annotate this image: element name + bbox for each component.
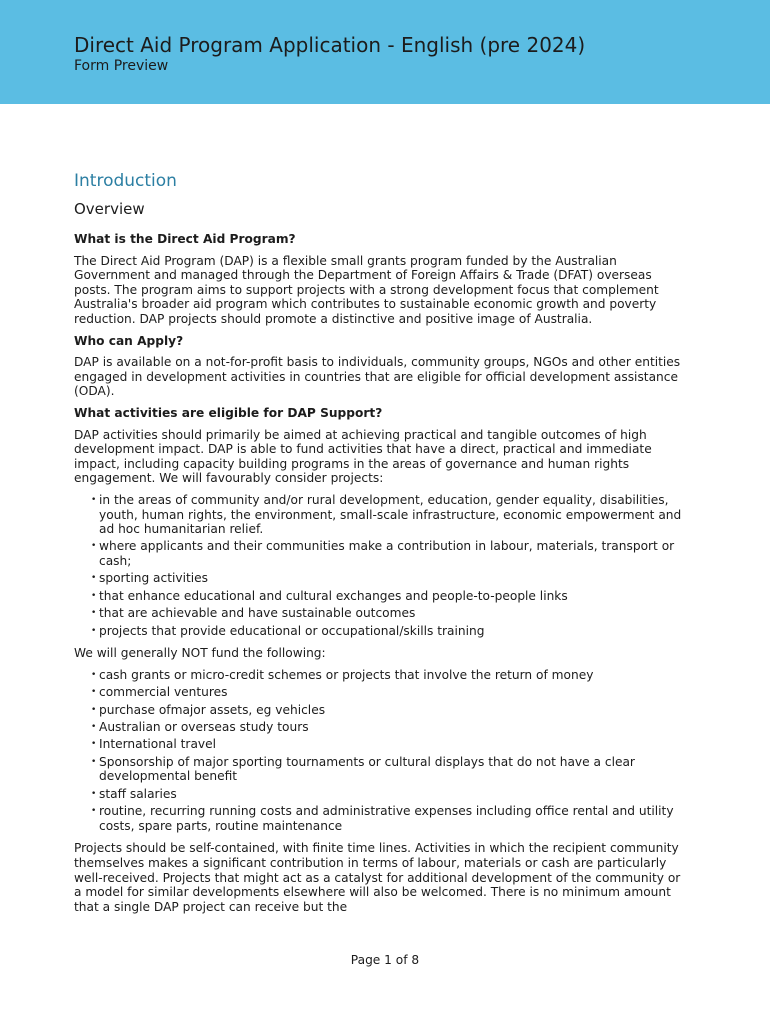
list-item-text: where applicants and their communities make a contribution in labour, materials, transport or cash; <box>99 539 675 569</box>
list-item <box>91 737 684 752</box>
list-item-text: Australian or overseas study tours <box>99 720 309 734</box>
bullet-icon: • <box>91 541 97 552</box>
form-subtitle: Form Preview <box>74 58 169 74</box>
paragraph-not-fund-intro: We will generally NOT fund the following: <box>74 646 326 661</box>
list-item <box>91 685 684 700</box>
bullet-icon: • <box>91 669 97 680</box>
form-title: Direct Aid Program Application - English (pre 2024) <box>74 33 586 57</box>
list-item-text: routine, recurring running costs and administrative expenses including office rental and utility costs, spare parts, routine maintenance <box>99 804 674 833</box>
page-number: Page 1 of 8 <box>350 953 420 967</box>
not-funded-list <box>74 668 684 834</box>
list-item-text: staff salaries <box>99 786 177 801</box>
paragraph-eligible-activities: DAP activities should primarily be aimed at achieving practical and tangible outcomes of high development impact. DAP is able to fund activities that have a direct, practical and immediate impact, including capacity building programs in the areas of governance and human rights engagement. We will favourably consider projects: <box>74 427 652 486</box>
bullet-icon: • <box>91 704 97 715</box>
list-item <box>91 668 684 683</box>
section-title: Introduction <box>74 171 177 191</box>
list-item <box>91 493 684 537</box>
list-item <box>91 720 684 735</box>
subsection-title: Overview <box>74 200 145 218</box>
list-item <box>91 571 684 586</box>
bullet-icon: • <box>91 788 97 799</box>
list-item <box>91 589 684 604</box>
question-heading-who-can-apply: Who can Apply? <box>74 333 184 348</box>
list-item <box>91 755 684 784</box>
list-item-text: cash grants or micro-credit schemes or projects that involve the return of money <box>99 667 594 682</box>
list-item-text: International travel <box>99 737 217 752</box>
bullet-icon: • <box>91 625 97 636</box>
bullet-icon: • <box>91 722 97 732</box>
form-content <box>74 170 684 921</box>
list-item <box>91 804 684 833</box>
bullet-icon: • <box>91 494 97 505</box>
bullet-icon: • <box>91 590 97 601</box>
list-item-text: Sponsorship of major sporting tournaments or cultural displays that do not have a clear developmental benefit <box>99 754 635 784</box>
list-item-text: in the areas of community and/or rural development, education, gender equality, disabilities, youth, human rights, the environment, small-scale infrastructure, economic empowerment and ad hoc humanitarian relief. <box>99 492 682 537</box>
paragraph-closing: Projects should be self-contained, with finite time lines. Activities in which the recipient community themselves makes a significant contribution in terms of labour, materials or cash are particularly well-received. Projects that might act as a catalyst for additional development of the community or a model for similar developments elsewhere will also be welcomed. There is no minimum amount that a single DAP project can receive but the <box>74 841 681 914</box>
list-item <box>91 606 684 621</box>
form-header <box>0 0 770 104</box>
list-item-text: that enhance educational and cultural exchanges and people-to-people links <box>99 588 568 603</box>
bullet-icon: • <box>91 573 97 584</box>
bullet-icon: • <box>91 756 97 767</box>
question-heading-eligible-activities: What activities are eligible for DAP Support? <box>74 405 383 420</box>
bullet-icon: • <box>91 739 97 750</box>
paragraph-what-is-dap: The Direct Aid Program (DAP) is a flexible small grants program funded by the Australian Government and managed through the Department of Foreign Affairs & Trade (DFAT) overseas posts. The program aims to support projects with a strong development focus that complement Australia's broader aid program which contributes to sustainable economic growth and poverty reduction. DAP projects should promote a distinctive and positive image of Australia. <box>74 253 659 326</box>
list-item <box>91 703 684 718</box>
bullet-icon: • <box>91 687 97 698</box>
bullet-icon: • <box>91 806 97 817</box>
paragraph-who-can-apply: DAP is available on a not-for-profit basis to individuals, community groups, NGOs and other entities engaged in development activities in countries that are eligible for official development assistance (ODA). <box>74 355 681 399</box>
question-heading-what-is-dap: What is the Direct Aid Program? <box>74 232 296 246</box>
eligible-projects-list <box>74 493 684 638</box>
list-item <box>91 787 684 802</box>
list-item <box>91 539 684 568</box>
list-item-text: projects that provide educational or occupational/skills training <box>99 623 485 638</box>
list-item-text: sporting activities <box>99 571 208 586</box>
list-item <box>91 624 684 639</box>
list-item-text: purchase ofmajor assets, eg vehicles <box>99 702 326 717</box>
bullet-icon: • <box>91 608 97 619</box>
list-item-text: that are achievable and have sustainable outcomes <box>99 606 416 621</box>
list-item-text: commercial ventures <box>99 685 228 700</box>
